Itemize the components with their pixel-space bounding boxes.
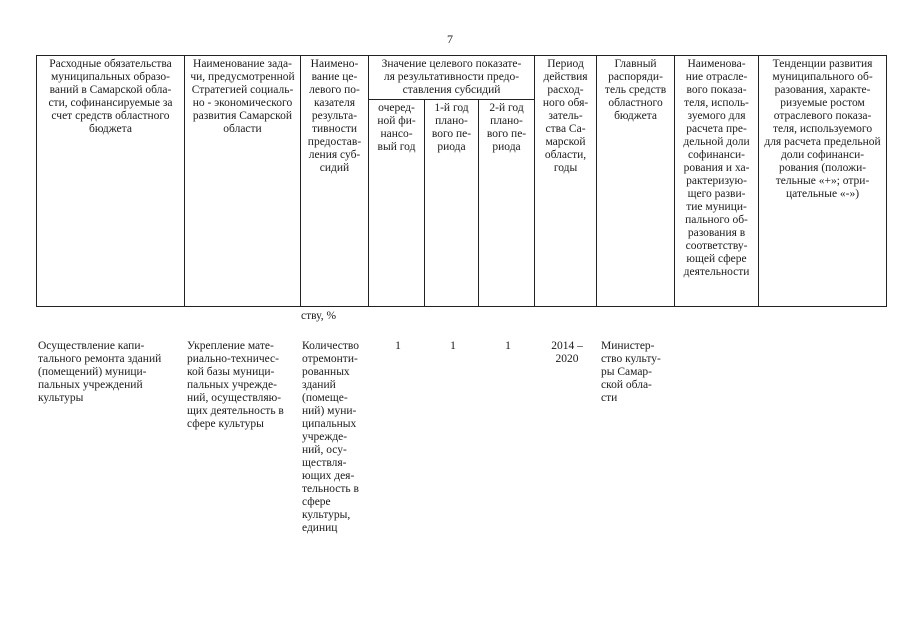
header-sector-indicator: Наименова- ние отрасле- вого показа- теля, исполь- зуемого для расчета пре- дельной доли софинанси- рования и ха- рактеризую- щего разви- тие муници- пального об- разования в соответству- ющей сфере деятельности [675, 56, 759, 307]
row-main-manager: Министер- ство культу- ры Самар- ской обла- сти [601, 340, 661, 404]
header-trends: Тенденции развития муниципального об- разования, характе- ризуемые ростом отраслевого показа- теля, используемого для расчета предельной доли софинанси- рования (положи- тельные «+»; отри- цательные «-») [759, 56, 887, 307]
continuation-text: ству, % [301, 310, 337, 322]
header-plan-year-1: 1-й год плано- вого пе- риода [425, 100, 479, 307]
row-value-year-3: 1 [505, 340, 511, 352]
row-task: Укрепление мате- риально-техничес- кой базы муници- пальных учрежде- ний, осуществляю- щих деятельность в сфере культуры [187, 340, 284, 430]
row-indicator: Количество отремонти- рованных зданий (помеще- ний) муни- ципальных учрежде- ний, осу- ществля- ющих дея- тельность в сфере культуры, единиц [302, 340, 359, 534]
header-indicator-values: Значение целевого показате- ля результативности предо- ставления субсидий [369, 56, 535, 100]
header-current-year: очеред- ной фи- нансо- вый год [369, 100, 425, 307]
header-plan-year-2: 2-й год плано- вого пе- риода [479, 100, 535, 307]
header-main-manager: Главный распоряди- тель средств областного бюджета [597, 56, 675, 307]
page-number: 7 [447, 32, 453, 46]
header-table [36, 55, 887, 307]
row-period: 2014 – 2020 [551, 340, 583, 365]
row-obligation: Осуществление капи- тального ремонта зданий (помещений) муници- пальных учреждений культуры [38, 340, 162, 404]
row-value-year-2: 1 [450, 340, 456, 352]
header-indicator: Наимено- вание це- левого по- казателя результа- тивности предостав- ления суб- сидий [301, 56, 369, 307]
header-period: Период действия расход- ного обя- затель- ства Са- марской области, годы [535, 56, 597, 307]
header-task: Наименование зада- чи, предусмотренной Стратегией социаль- но - экономического развития Самарской области [185, 56, 301, 307]
row-value-year-1: 1 [395, 340, 401, 352]
header-obligations: Расходные обязательства муниципальных образо- ваний в Самарской обла- сти, софинансируемые за счет средств областного бюджета [37, 56, 185, 307]
